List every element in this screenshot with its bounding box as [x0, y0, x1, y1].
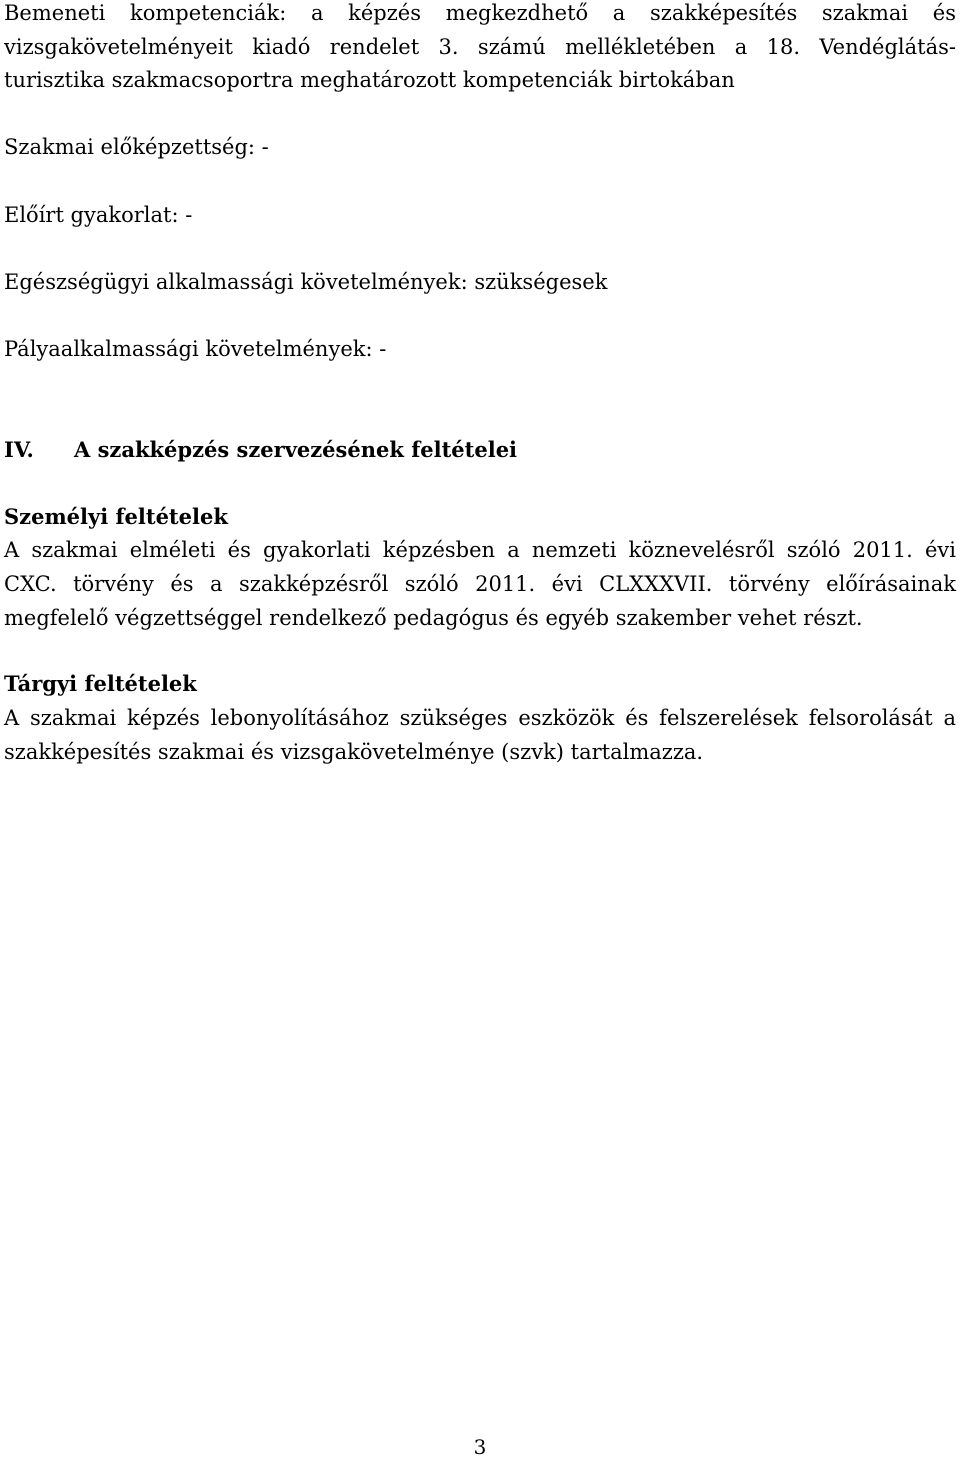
material-conditions-line-1: A szakmai képzés lebonyolításához szükséges eszközök és felszerelések felsorolását a [4, 706, 956, 730]
competency-line-3: turisztika szakmacsoportra meghatározott kompetenciák birtokában [4, 68, 735, 92]
personal-conditions-line-1: A szakmai elméleti és gyakorlati képzésben a nemzeti köznevelésről szóló 2011. évi [4, 538, 956, 562]
section-number: IV. [4, 437, 34, 462]
health-requirement: Egészségügyi alkalmassági követelmények: szükségesek [4, 270, 608, 294]
personal-conditions-line-3: megfelelő végzettséggel rendelkező pedagógus és egyéb szakember vehet részt. [4, 606, 863, 630]
personal-conditions-heading: Személyi feltételek [4, 504, 228, 529]
prior-training-requirement: Szakmai előképzettség: - [4, 135, 269, 159]
competency-line-1: Bemeneti kompetenciák: a képzés megkezdhető a szakképesítés szakmai és [4, 1, 956, 25]
section-title: A szakképzés szervezésének feltételei [74, 437, 518, 462]
page-number: 3 [473, 1435, 487, 1459]
required-practice-requirement: Előírt gyakorlat: - [4, 203, 193, 227]
competency-line-2: vizsgakövetelményeit kiadó rendelet 3. számú mellékletében a 18. Vendéglátás- [4, 35, 956, 59]
personal-conditions-line-2: CXC. törvény és a szakképzésről szóló 2011. évi CLXXXVII. törvény előírásainak [4, 572, 956, 596]
material-conditions-heading: Tárgyi feltételek [4, 671, 197, 696]
material-conditions-line-2: szakképesítés szakmai és vizsgakövetelménye (szvk) tartalmazza. [4, 740, 704, 764]
career-fitness-requirement: Pályaalkalmassági követelmények: - [4, 337, 387, 361]
